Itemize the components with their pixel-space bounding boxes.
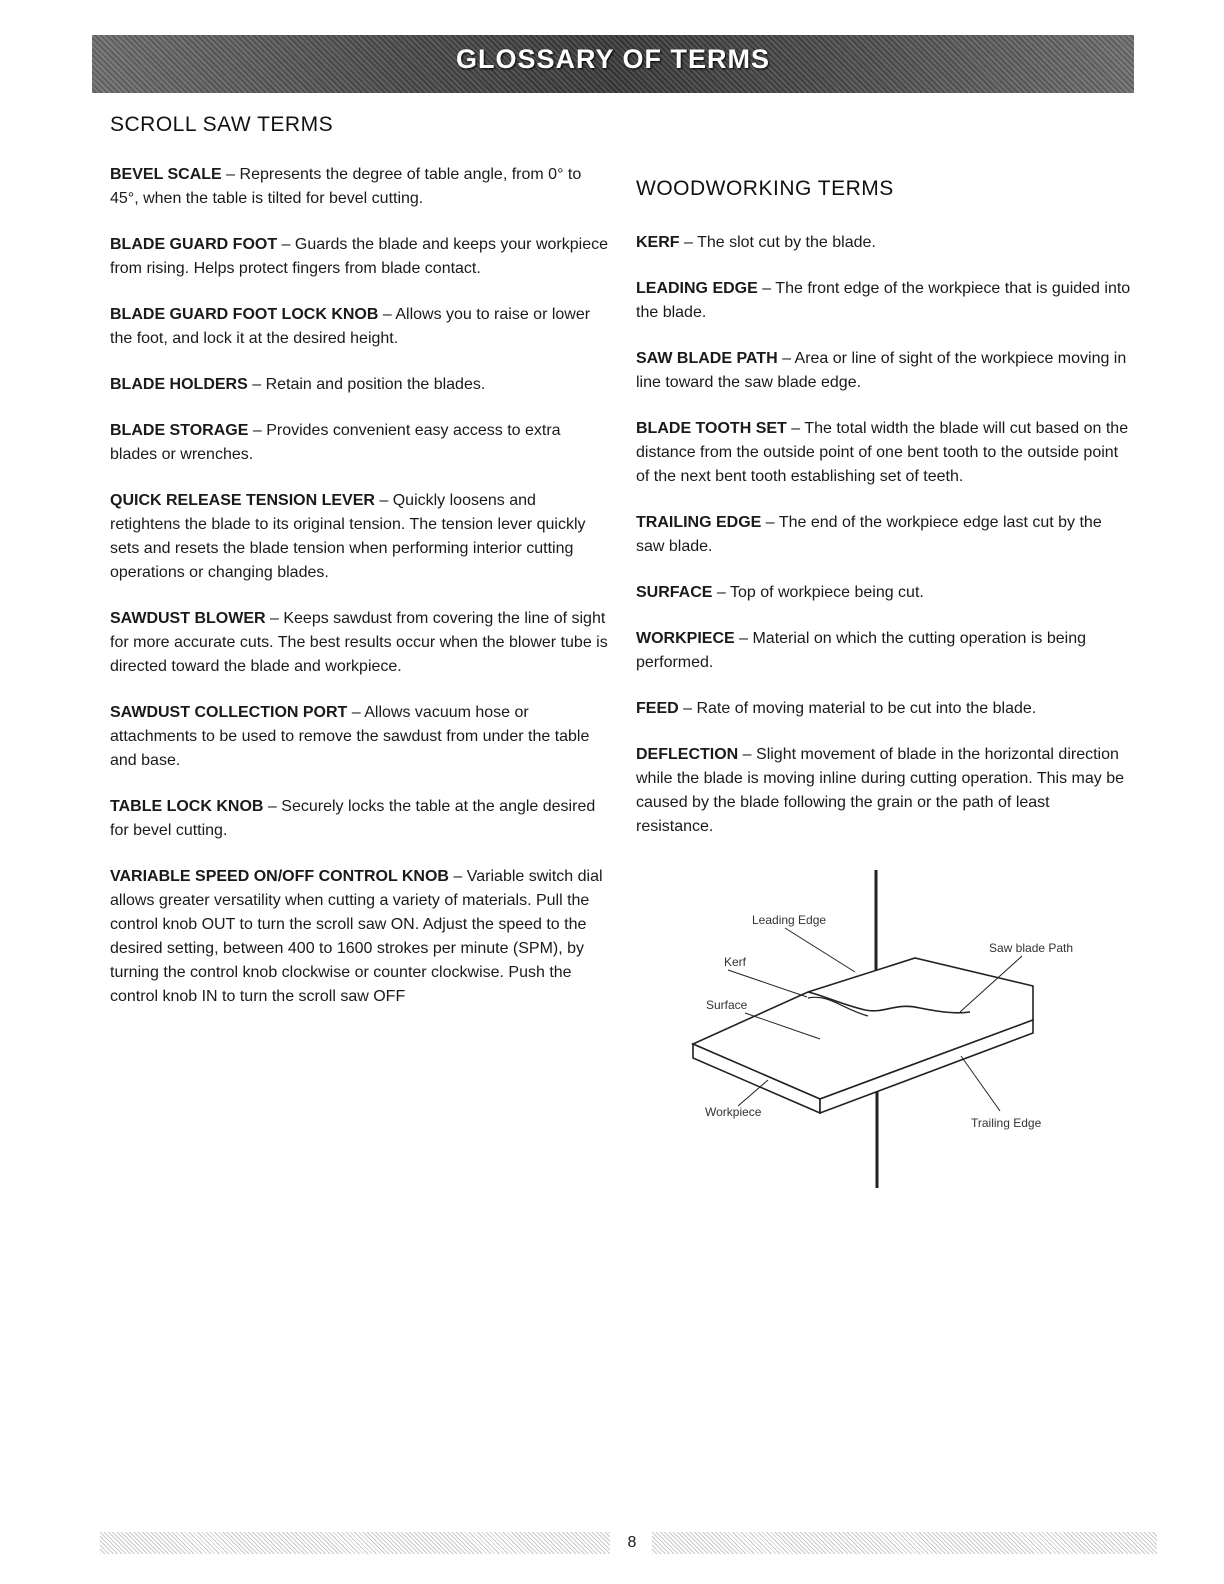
label-leading-edge: Leading Edge — [752, 913, 827, 927]
label-surface: Surface — [706, 998, 748, 1012]
glossary-entry: FEED – Rate of moving material to be cut into the blade. — [636, 700, 1037, 717]
glossary-entry: BEVEL SCALE – Represents the degree of table angle, from 0° to 45°, when the table is tilted for bevel cutting. — [110, 166, 582, 207]
woodworking-terms-section — [636, 177, 1131, 861]
label-kerf: Kerf — [724, 955, 747, 969]
label-workpiece: Workpiece — [705, 1105, 762, 1119]
glossary-entry: BLADE HOLDERS – Retain and position the blades. — [110, 376, 486, 393]
footer-bar-right — [652, 1532, 1157, 1554]
glossary-term: LEADING EDGE — [636, 280, 758, 297]
woodworking-term-list — [636, 231, 1131, 839]
glossary-term: FEED — [636, 700, 679, 717]
glossary-term: WORKPIECE — [636, 630, 735, 647]
glossary-term: TABLE LOCK KNOB — [110, 798, 264, 815]
page-number: 8 — [627, 1534, 637, 1551]
footer-bar-left — [100, 1532, 610, 1554]
label-trailing-edge: Trailing Edge — [971, 1116, 1042, 1130]
glossary-definition: Represents the degree of table angle, from 0° to 45°, when the table is tilted for bevel cutting. — [110, 166, 582, 207]
glossary-definition: The total width the blade will cut based on the distance from the outside point of one bent tooth to the outside point of the next bent tooth establishing set of teeth. — [636, 420, 1129, 485]
glossary-definition: Retain and position the blades. — [265, 376, 486, 393]
glossary-entry: VARIABLE SPEED ON/OFF CONTROL KNOB – Variable switch dial allows greater versatility when cutting a variety of materials. Pull the control knob OUT to turn the scroll saw ON. Adjust the speed to the desired setting, between 400 to 1600 strokes per minute (SPM), by turning the control knob clockwise or counter clockwise. Push the control knob IN to turn the scroll saw OFF — [110, 868, 603, 1005]
glossary-definition: Guards the blade and keeps your workpiece from rising. Helps protect fingers from blade contact. — [110, 236, 608, 277]
glossary-term: VARIABLE SPEED ON/OFF CONTROL KNOB — [110, 868, 449, 885]
glossary-definition: The slot cut by the blade. — [697, 234, 876, 251]
glossary-term: BLADE TOOTH SET — [636, 420, 787, 437]
glossary-term: SURFACE — [636, 584, 713, 601]
glossary-term: SAWDUST BLOWER — [110, 610, 266, 627]
glossary-definition: The front edge of the workpiece that is guided into the blade. — [636, 280, 1131, 321]
glossary-term: TRAILING EDGE — [636, 514, 762, 531]
glossary-entry: SAWDUST COLLECTION PORT – Allows vacuum hose or attachments to be used to remove the sawdust from under the table and base. — [110, 704, 590, 769]
glossary-term: BLADE GUARD FOOT LOCK KNOB — [110, 306, 379, 323]
glossary-definition: Securely locks the table at the angle desired for bevel cutting. — [110, 798, 596, 839]
glossary-entry: SURFACE – Top of workpiece being cut. — [636, 584, 924, 601]
page-title: GLOSSARY OF TERMS — [455, 44, 771, 74]
glossary-definition: Keeps sawdust from covering the line of sight for more accurate cuts. The best results occur when the blower tube is directed toward the blade and workpiece. — [110, 610, 608, 675]
glossary-entry: DEFLECTION – Slight movement of blade in the horizontal direction while the blade is moving inline during cutting operation. This may be caused by the blade following the grain or the path of least resistance. — [636, 746, 1124, 835]
scroll-saw-terms-section — [110, 113, 610, 1031]
glossary-entry: BLADE STORAGE – Provides convenient easy access to extra blades or wrenches. — [110, 422, 561, 463]
leader-trailing-edge — [961, 1056, 1000, 1111]
glossary-term: DEFLECTION — [636, 746, 739, 763]
glossary-definition: Top of workpiece being cut. — [729, 584, 924, 601]
glossary-definition: Provides convenient easy access to extra blades or wrenches. — [110, 422, 561, 463]
glossary-term: BLADE HOLDERS — [110, 376, 248, 393]
glossary-entry: BLADE GUARD FOOT LOCK KNOB – Allows you to raise or lower the foot, and lock it at the desired height. — [110, 306, 591, 347]
leader-kerf — [728, 970, 807, 997]
glossary-term: QUICK RELEASE TENSION LEVER — [110, 492, 375, 509]
glossary-definition: The end of the workpiece edge last cut by the saw blade. — [636, 514, 1102, 555]
glossary-term: BLADE STORAGE — [110, 422, 249, 439]
glossary-entry: SAWDUST BLOWER – Keeps sawdust from covering the line of sight for more accurate cuts. The best results occur when the blower tube is directed toward the blade and workpiece. — [110, 610, 608, 675]
glossary-entry: LEADING EDGE – The front edge of the workpiece that is guided into the blade. — [636, 280, 1131, 321]
glossary-definition: Variable switch dial allows greater versatility when cutting a variety of materials. Pull the control knob OUT to turn the scroll saw ON. Adjust the speed to the desired setting, between 400 to 1600 strokes per minute (SPM), by turning the control knob clockwise or counter clockwise. Push the control knob IN to turn the scroll saw OFF — [110, 868, 603, 1005]
workpiece-diagram — [690, 866, 1110, 1191]
glossary-term: KERF — [636, 234, 680, 251]
glossary-entry: TABLE LOCK KNOB – Securely locks the table at the angle desired for bevel cutting. — [110, 798, 596, 839]
glossary-term: BEVEL SCALE — [110, 166, 222, 183]
label-saw-blade-path: Saw blade Path — [989, 941, 1074, 955]
scroll-saw-term-list — [110, 163, 610, 1009]
glossary-definition: Allows you to raise or lower the foot, and lock it at the desired height. — [110, 306, 591, 347]
glossary-entry: BLADE GUARD FOOT – Guards the blade and keeps your workpiece from rising. Helps protect fingers from blade contact. — [110, 236, 608, 277]
leader-leading-edge — [785, 928, 855, 972]
glossary-entry: SAW BLADE PATH – Area or line of sight of the workpiece moving in line toward the saw blade edge. — [636, 350, 1127, 391]
glossary-entry: QUICK RELEASE TENSION LEVER – Quickly loosens and retightens the blade to its original tension. The tension lever quickly sets and resets the blade tension when performing interior cutting operations or changing blades. — [110, 492, 586, 581]
glossary-definition: Slight movement of blade in the horizontal direction while the blade is moving inline during cutting operation. This may be caused by the blade following the grain or the path of least resistance. — [636, 746, 1124, 835]
glossary-entry: KERF – The slot cut by the blade. — [636, 234, 876, 251]
glossary-term: SAW BLADE PATH — [636, 350, 778, 367]
glossary-entry: TRAILING EDGE – The end of the workpiece edge last cut by the saw blade. — [636, 514, 1102, 555]
glossary-entry: BLADE TOOTH SET – The total width the blade will cut based on the distance from the outside point of one bent tooth to the outside point of the next bent tooth establishing set of teeth. — [636, 420, 1129, 485]
woodworking-heading: WOODWORKING TERMS — [636, 177, 894, 200]
glossary-definition: Rate of moving material to be cut into the blade. — [696, 700, 1037, 717]
scroll-saw-heading: SCROLL SAW TERMS — [110, 113, 334, 136]
glossary-term: BLADE GUARD FOOT — [110, 236, 278, 253]
glossary-definition: Material on which the cutting operation is being performed. — [636, 630, 1086, 671]
glossary-definition: Quickly loosens and retightens the blade to its original tension. The tension lever quickly sets and resets the blade tension when performing interior cutting operations or changing blades. — [110, 492, 586, 581]
header-banner — [92, 35, 1134, 93]
glossary-definition: Allows vacuum hose or attachments to be used to remove the sawdust from under the table and base. — [110, 704, 590, 769]
glossary-entry: WORKPIECE – Material on which the cutting operation is being performed. — [636, 630, 1086, 671]
glossary-term: SAWDUST COLLECTION PORT — [110, 704, 348, 721]
glossary-definition: Area or line of sight of the workpiece moving in line toward the saw blade edge. — [636, 350, 1127, 391]
